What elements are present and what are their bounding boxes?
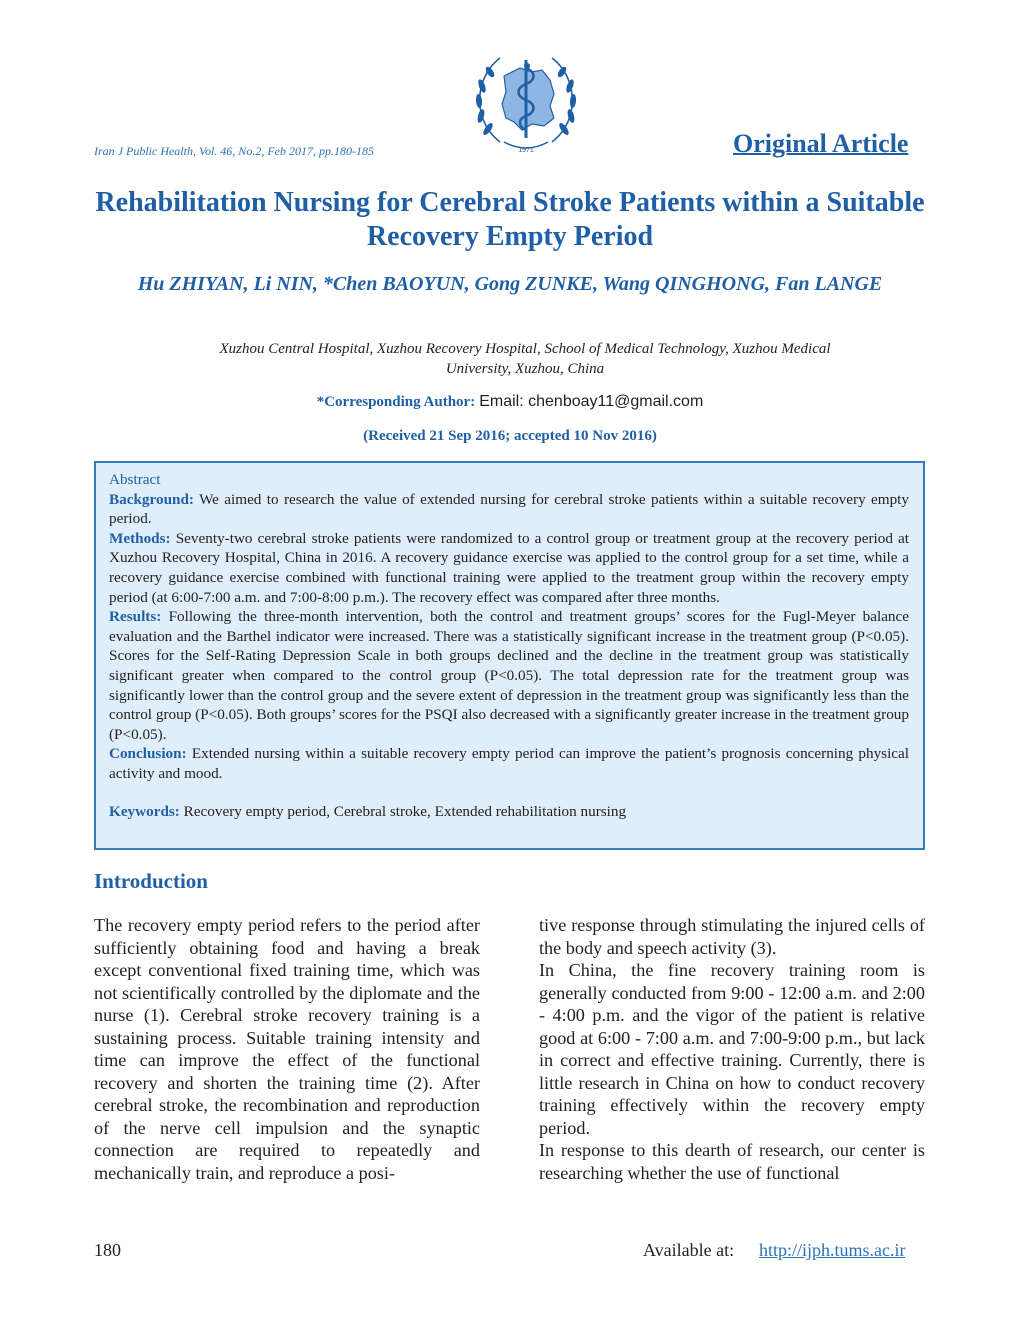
journal-logo	[470, 46, 582, 158]
article-type-label: Original Article	[733, 129, 909, 158]
intro-paragraph-1-continued: tive response through stimulating the injured cells of the body and speech activity (3).	[539, 915, 925, 958]
keywords-text: Recovery empty period, Cerebral stroke, Extended rehabilitation nursing	[183, 802, 627, 820]
intro-paragraph-2: In China, the fine recovery training room is generally conducted from 9:00 - 12:00 a.m. and 2:00 - 4:00 p.m. and the vigor of the patient is relative good at 6:00 - 7:00 a.m. and 7:00-9:00 p.m., but lack in correct and effective training. Currently, there is little research in China on how to conduct recovery training effectively within the recovery empty period.	[539, 960, 925, 1138]
abstract-conclusion	[109, 744, 909, 783]
journal-url-link[interactable]: http://ijph.tums.ac.ir	[759, 1240, 906, 1260]
corresponding-author	[0, 393, 1020, 411]
author-list: Hu ZHIYAN, Li NIN, *Chen BAOYUN, Gong ZUNKE, Wang QINGHONG, Fan LANGE	[137, 273, 883, 295]
results-text: Following the three-month intervention, both the control and treatment groups’ scores for the Fugl-Meyer balance evaluation and the Barthel indicator were increased. There was a statistically significant increase in the treatment group (P<0.05). Scores for the Self-Rating Depression Scale in both groups declined and the decline in the treatment group was statistically significant greater when compared to the control group (P<0.05). The total depression rate for the treatment group was significantly lower than the control group and the severe extent of depression in the treatment group was significantly less than the control group (P<0.05). Both groups’ scores for the PSQI also decreased with a significantly greater increase in the treatment group (P<0.05).	[109, 608, 910, 743]
intro-paragraph-3: In response to this dearth of research, our center is researching whether the use of functional	[539, 1140, 925, 1183]
conclusion-label: Conclusion:	[109, 745, 187, 763]
background-text: We aimed to research the value of extended nursing for cerebral stroke patients within a suitable recovery empty period.	[109, 490, 909, 528]
abstract-box	[94, 461, 925, 850]
conclusion-text: Extended nursing within a suitable recovery empty period can improve the patient’s prognosis concerning physical activity and mood.	[109, 745, 910, 782]
author-affiliation: Xuzhou Central Hospital, Xuzhou Recovery Hospital, School of Medical Technology, Xuzhou Medical University, Xuzhou, China	[219, 341, 831, 377]
received-dates: (Received 21 Sep 2016; accepted 10 Nov 2016)	[363, 428, 657, 444]
abstract-heading: Abstract	[109, 471, 161, 488]
corresponding-author-email: Email: chenboay11@gmail.com	[479, 393, 704, 410]
abstract-background	[109, 490, 909, 529]
methods-text: Seventy-two cerebral stroke patients were randomized to a control group or treatment group at the recovery period at Xuzhou Recovery Hospital, China in 2016. A recovery guidance exercise was applied to the control group for a set time, while a recovery guidance exercise combined with functional training were applied to the treatment group within the recovery empty period (at 6:00-7:00 a.m. and 7:00-8:00 p.m.). The recovery effect was compared after three months.	[109, 529, 910, 606]
paper-title: Rehabilitation Nursing for Cerebral Stroke Patients within a Suitable Recovery Empty Period	[95, 187, 925, 252]
logo-year: 1971	[518, 147, 534, 154]
corresponding-author-label: *Corresponding Author:	[316, 394, 476, 410]
abstract-results	[109, 607, 909, 744]
caduceus-emblem-icon	[470, 46, 582, 158]
intro-paragraph-1: The recovery empty period refers to the period after sufficiently obtaining food and having a break except conventional fixed training time, which was not scientifically controlled by the diplomate and the nurse (1). Cerebral stroke recovery training is a sustaining process. Suitable training intensity and time can improve the effect of the functional recovery and shorten the training time (2). After cerebral stroke, the recombination and reproduction of the nerve cell impulsion and the synaptic connection are required to repeatedly and mechanically train, and reproduce a posi-	[94, 915, 480, 1183]
abstract-keywords	[109, 802, 909, 822]
background-label: Background:	[109, 490, 194, 508]
body-column-right	[539, 914, 925, 1184]
methods-label: Methods:	[109, 529, 171, 547]
introduction-heading: Introduction	[94, 869, 208, 893]
available-at-label: Available at:	[643, 1240, 735, 1260]
journal-citation: Iran J Public Health, Vol. 46, No.2, Feb 2017, pp.180-185	[94, 144, 374, 158]
keywords-label: Keywords:	[109, 802, 180, 820]
body-column-left	[94, 914, 480, 1184]
abstract-methods	[109, 529, 909, 607]
page-number: 180	[94, 1240, 121, 1260]
results-label: Results:	[109, 608, 162, 626]
